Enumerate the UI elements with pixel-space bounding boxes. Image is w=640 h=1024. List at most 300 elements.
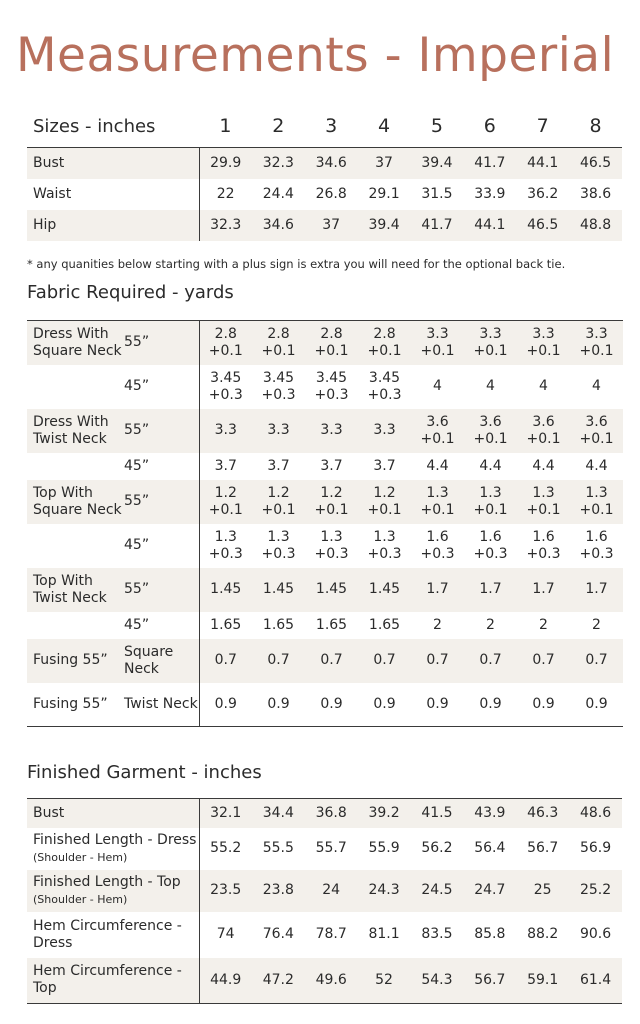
table-row [27, 568, 623, 612]
table-row [27, 870, 622, 912]
table-row [27, 179, 622, 210]
table-cell: 24.7 [463, 870, 516, 912]
finished-title: Finished Garment - inches [27, 762, 262, 783]
yardage-value: 4.4 [426, 457, 449, 474]
yardage-value: 0.9 [426, 695, 449, 712]
table-cell [305, 365, 358, 409]
yardage-value: 3.3 [320, 422, 343, 438]
table-cell [358, 321, 411, 365]
table-cell: 56.7 [463, 958, 516, 1004]
yardage-value: 0.7 [320, 652, 343, 668]
yardage-value: 4.4 [479, 457, 502, 474]
table-cell: 25.2 [569, 870, 622, 912]
fabric-label: Dress With Square Neck [27, 321, 124, 365]
table-cell: 59.1 [516, 958, 569, 1004]
yardage-value: 4 [592, 378, 601, 394]
table-cell: 85.8 [474, 926, 506, 942]
table-cell [252, 409, 305, 453]
fabric-label: Top With Square Neck [27, 480, 124, 524]
row-label [27, 828, 199, 870]
row-label-sub: (Shoulder - Hem) [33, 892, 128, 906]
yardage-value: 3.3 [214, 422, 237, 438]
tie-extra-value: +0.3 [261, 386, 296, 403]
yardage-value: 1.3 [214, 528, 237, 545]
table-cell [411, 639, 464, 683]
table-cell [199, 639, 252, 683]
table-cell: 44.1 [516, 148, 569, 179]
fabric-label [27, 524, 124, 568]
row-label-main: Finished Length - Dress [33, 831, 197, 848]
tie-extra-value: +0.3 [208, 545, 243, 562]
table-cell: 56.7 [527, 840, 559, 856]
table-cell [517, 453, 570, 480]
table-cell: 90.6 [579, 926, 612, 942]
table-cell [305, 480, 358, 524]
table-cell [464, 480, 517, 524]
table-cell [358, 409, 411, 453]
yardage-value: 3.6 [585, 413, 608, 430]
table-row [27, 480, 623, 524]
yardage-value: 4.4 [585, 457, 608, 474]
yardage-value: 1.65 [315, 616, 348, 633]
size-column-header: 6 [483, 115, 496, 137]
table-cell [570, 612, 623, 639]
yardage-value: 3.6 [426, 413, 449, 430]
table-row [27, 365, 623, 409]
table-cell: 23.8 [252, 870, 305, 912]
row-label-main: Bust [33, 804, 65, 821]
yardage-value: 1.3 [532, 484, 555, 501]
table-cell: 46.5 [569, 148, 622, 179]
yardage-value: 0.7 [532, 652, 555, 668]
yardage-value: 0.9 [373, 695, 396, 712]
table-cell: 29.9 [199, 148, 252, 179]
table-cell: 26.8 [315, 186, 347, 202]
yardage-value: 3.7 [320, 457, 343, 474]
tie-extra-value: +0.3 [261, 545, 296, 562]
table-row [27, 148, 622, 179]
row-label: Hip [27, 210, 199, 241]
tie-extra-value: +0.3 [579, 545, 614, 562]
yardage-value: 0.9 [479, 695, 502, 712]
yardage-value: 3.7 [267, 457, 290, 474]
table-row [27, 453, 623, 480]
table-cell [570, 480, 623, 524]
tie-extra-value: +0.3 [367, 545, 402, 562]
yardage-value: 3.3 [479, 325, 502, 342]
yardage-value: 3.3 [267, 422, 290, 438]
yardage-value: 4 [539, 378, 548, 394]
table-row [27, 612, 623, 639]
table-cell: 78.7 [315, 926, 347, 942]
tie-extra-value: +0.3 [208, 386, 243, 403]
table-cell: 23.5 [199, 870, 252, 912]
table-cell: 37 [305, 210, 358, 241]
tie-extra-value: +0.1 [526, 342, 561, 359]
yardage-value: 2.8 [320, 325, 343, 342]
table-cell [199, 321, 252, 365]
table-cell: 33.9 [474, 186, 506, 202]
tie-extra-value: +0.1 [314, 501, 349, 518]
table-row [27, 409, 623, 453]
yardage-value: 1.2 [214, 484, 237, 501]
fabric-width: 45” [124, 457, 150, 474]
tie-extra-value: +0.1 [314, 342, 349, 359]
body-measurements-table [27, 148, 622, 241]
tie-extra-value: +0.3 [526, 545, 561, 562]
row-label [27, 870, 199, 912]
table-cell [199, 524, 252, 568]
tie-extra-value: +0.1 [579, 342, 614, 359]
table-cell [464, 612, 517, 639]
table-row [27, 210, 622, 241]
table-cell [411, 365, 464, 409]
table-cell [199, 365, 252, 409]
table-row [27, 799, 622, 828]
table-cell: 34.6 [252, 210, 305, 241]
table-cell [199, 568, 252, 612]
tie-extra-value: +0.1 [420, 342, 455, 359]
yardage-value: 2 [486, 616, 495, 633]
yardage-value: 2 [539, 616, 548, 633]
yardage-value: 0.9 [320, 695, 343, 712]
table-cell: 48.6 [569, 799, 622, 828]
tie-extra-value: +0.1 [526, 430, 561, 447]
table-cell: 55.7 [315, 840, 347, 856]
tie-extra-value: +0.1 [473, 430, 508, 447]
table-cell [517, 524, 570, 568]
table-row [27, 683, 623, 727]
fabric-label: Fusing 55” [27, 639, 124, 683]
row-label-main: Finished Length - Top [33, 873, 181, 890]
table-cell [464, 683, 517, 727]
fabric-width: Square Neck [124, 639, 199, 683]
table-cell: 31.5 [421, 186, 453, 202]
tie-extra-value: +0.3 [314, 545, 349, 562]
yardage-value: 2 [592, 616, 601, 633]
yardage-value: 1.2 [373, 484, 396, 501]
yardage-value: 0.9 [585, 695, 608, 712]
fabric-label: Dress With Twist Neck [27, 409, 124, 453]
table-cell [570, 453, 623, 480]
table-cell [358, 453, 411, 480]
fabric-width: 55” [124, 480, 199, 524]
table-cell [411, 409, 464, 453]
yardage-value: 4.4 [532, 457, 555, 474]
tie-extra-value: +0.1 [367, 342, 402, 359]
yardage-value: 4 [486, 378, 495, 394]
table-cell: 49.6 [305, 958, 358, 1004]
yardage-value: 0.7 [585, 652, 608, 668]
table-cell: 88.2 [527, 926, 559, 942]
table-cell [358, 524, 411, 568]
fabric-label [27, 453, 124, 480]
table-cell: 25 [516, 870, 569, 912]
table-cell [411, 524, 464, 568]
table-cell: 83.5 [421, 926, 453, 942]
table-cell: 55.2 [199, 828, 252, 870]
yardage-value: 2 [433, 616, 442, 633]
table-cell [517, 321, 570, 365]
size-column-header: 3 [325, 115, 338, 137]
table-cell: 32.3 [199, 210, 252, 241]
tie-extra-value: +0.3 [367, 386, 402, 403]
tie-extra-value: +0.1 [261, 342, 296, 359]
table-cell: 61.4 [569, 958, 622, 1004]
yardage-value: 0.7 [479, 652, 502, 668]
table-cell: 74 [199, 912, 252, 958]
yardage-value: 0.7 [267, 652, 290, 668]
table-cell [517, 639, 570, 683]
row-label: Waist [33, 186, 72, 202]
tie-extra-value: +0.3 [420, 545, 455, 562]
yardage-value: 3.3 [532, 325, 555, 342]
table-cell [464, 639, 517, 683]
fabric-width: 45” [124, 537, 150, 553]
table-cell [305, 524, 358, 568]
page-title: Measurements - Imperial [16, 28, 615, 83]
table-cell [252, 453, 305, 480]
yardage-value: 3.3 [373, 422, 396, 438]
yardage-value: 1.6 [585, 528, 608, 545]
table-cell: 76.4 [262, 926, 294, 942]
yardage-value: 1.45 [315, 581, 348, 597]
yardage-value: 2.8 [267, 325, 290, 342]
table-cell: 55.9 [368, 840, 400, 856]
size-column-header: 4 [377, 115, 391, 137]
yardage-value: 1.7 [532, 581, 555, 597]
tie-extra-value: +0.1 [208, 501, 243, 518]
table-cell [199, 409, 252, 453]
yardage-value: 3.45 [368, 369, 401, 386]
fabric-title: Fabric Required - yards [27, 282, 234, 303]
table-cell: 43.9 [463, 799, 516, 828]
yardage-value: 3.6 [532, 413, 555, 430]
table-cell [570, 683, 623, 727]
table-cell [570, 365, 623, 409]
table-cell: 39.4 [411, 148, 464, 179]
table-row [27, 639, 623, 683]
yardage-value: 0.9 [267, 695, 290, 712]
table-cell [199, 453, 252, 480]
row-label-sub: (Shoulder - Hem) [33, 850, 128, 864]
table-cell: 34.6 [305, 148, 358, 179]
table-cell [252, 639, 305, 683]
table-cell [358, 365, 411, 409]
table-cell: 46.3 [516, 799, 569, 828]
yardage-value: 2.8 [214, 325, 237, 342]
yardage-value: 3.3 [426, 325, 449, 342]
table-cell [305, 612, 358, 639]
table-cell: 48.8 [569, 210, 622, 241]
tie-extra-value: +0.1 [579, 430, 614, 447]
table-cell [358, 683, 411, 727]
table-cell: 44.9 [199, 958, 252, 1004]
yardage-value: 3.7 [214, 457, 237, 474]
table-cell [517, 480, 570, 524]
yardage-value: 1.45 [210, 581, 242, 597]
row-label [27, 912, 199, 958]
table-cell: 47.2 [252, 958, 305, 1004]
yardage-value: 4 [433, 378, 442, 394]
fabric-width: 55” [124, 409, 199, 453]
table-cell [252, 321, 305, 365]
table-cell: 44.1 [463, 210, 516, 241]
fabric-width: Twist Neck [124, 683, 199, 727]
table-cell [464, 568, 517, 612]
yardage-value: 3.3 [585, 325, 608, 342]
table-cell [305, 568, 358, 612]
yardage-value: 3.45 [315, 369, 348, 386]
row-label [27, 958, 199, 1004]
yardage-value: 1.3 [426, 484, 449, 501]
table-cell [199, 683, 252, 727]
table-cell [517, 409, 570, 453]
yardage-value: 3.6 [479, 413, 502, 430]
table-cell [517, 365, 570, 409]
yardage-value: 1.65 [210, 616, 242, 633]
yardage-value: 2.8 [373, 325, 396, 342]
table-cell: 32.1 [199, 799, 252, 828]
table-cell [252, 480, 305, 524]
table-cell [358, 612, 411, 639]
table-cell: 81.1 [368, 926, 400, 942]
yardage-value: 1.6 [426, 528, 449, 545]
yardage-value: 0.7 [214, 652, 237, 668]
table-cell: 34.4 [252, 799, 305, 828]
yardage-value: 0.7 [373, 652, 396, 668]
table-cell [305, 639, 358, 683]
table-cell: 41.5 [411, 799, 464, 828]
table-cell [411, 568, 464, 612]
table-cell: 54.3 [411, 958, 464, 1004]
tie-extra-value: +0.1 [367, 501, 402, 518]
table-cell [252, 683, 305, 727]
table-cell: 41.7 [411, 210, 464, 241]
table-row [27, 958, 622, 1004]
table-cell: 56.2 [421, 840, 453, 856]
table-cell: 39.4 [358, 210, 411, 241]
tie-extra-value: +0.1 [473, 342, 508, 359]
table-cell [411, 480, 464, 524]
table-cell [305, 453, 358, 480]
table-cell: 24.3 [358, 870, 411, 912]
tie-extra-value: +0.1 [208, 342, 243, 359]
note: * any quanities below starting with a plus sign is extra you will need for the optional back tie. [27, 257, 566, 271]
size-column-header: 2 [272, 115, 285, 137]
table-cell [464, 321, 517, 365]
table-cell [358, 639, 411, 683]
tie-extra-value: +0.1 [579, 501, 614, 518]
table-cell [358, 480, 411, 524]
table-cell: 46.5 [516, 210, 569, 241]
yardage-value: 1.6 [532, 528, 555, 545]
tie-extra-value: +0.1 [420, 430, 455, 447]
yardage-value: 0.9 [214, 695, 237, 712]
table-cell [305, 683, 358, 727]
yardage-value: 1.7 [426, 581, 449, 597]
table-cell [199, 480, 252, 524]
table-cell: 56.4 [474, 840, 506, 856]
table-cell [570, 321, 623, 365]
table-cell [358, 568, 411, 612]
yardage-value: 1.65 [262, 616, 295, 633]
row-label-main: Hem Circumference - Top [33, 963, 182, 997]
table-cell [252, 365, 305, 409]
fabric-label [27, 612, 124, 639]
table-cell: 52 [358, 958, 411, 1004]
yardage-value: 1.7 [479, 581, 502, 597]
size-column-header: 5 [430, 115, 443, 137]
table-cell [411, 683, 464, 727]
fabric-label [27, 365, 124, 409]
table-cell: 41.7 [463, 148, 516, 179]
yardage-value: 1.3 [267, 528, 290, 545]
tie-extra-value: +0.1 [420, 501, 455, 518]
yardage-value: 0.9 [532, 695, 555, 712]
yardage-value: 1.3 [373, 528, 396, 545]
table-cell: 39.2 [358, 799, 411, 828]
fabric-label: Top With Twist Neck [27, 568, 124, 612]
yardage-value: 1.65 [368, 616, 401, 633]
sizes-header [27, 107, 622, 148]
tie-extra-value: +0.3 [314, 386, 349, 403]
table-row [27, 912, 622, 958]
tie-extra-value: +0.1 [526, 501, 561, 518]
table-cell [570, 409, 623, 453]
table-cell: 37 [358, 148, 411, 179]
yardage-value: 0.7 [426, 652, 449, 668]
yardage-value: 1.2 [320, 484, 343, 501]
fabric-width: 45” [124, 378, 150, 394]
table-cell: 24.4 [262, 186, 294, 202]
yardage-value: 3.45 [210, 369, 242, 386]
fabric-width: 55” [124, 321, 199, 365]
yardage-value: 3.7 [373, 457, 396, 474]
table-cell [570, 639, 623, 683]
row-label [27, 799, 199, 828]
size-column-header: 1 [219, 115, 232, 137]
table-cell [464, 365, 517, 409]
yardage-value: 1.3 [479, 484, 502, 501]
table-row [27, 524, 623, 568]
fabric-label: Fusing 55” [27, 683, 124, 727]
table-cell: 24 [305, 870, 358, 912]
table-cell [252, 524, 305, 568]
table-cell [252, 568, 305, 612]
table-cell [252, 612, 305, 639]
table-cell [305, 321, 358, 365]
yardage-value: 3.45 [262, 369, 295, 386]
table-cell [464, 409, 517, 453]
table-cell [570, 568, 623, 612]
yardage-value: 1.6 [479, 528, 502, 545]
yardage-value: 1.45 [262, 581, 295, 597]
table-row [27, 321, 623, 365]
yardage-value: 1.7 [585, 581, 608, 597]
table-cell [411, 453, 464, 480]
yardage-value: 1.2 [267, 484, 290, 501]
tie-extra-value: +0.1 [261, 501, 296, 518]
table-cell [517, 612, 570, 639]
fabric-width: 55” [124, 568, 199, 612]
fabric-width: 45” [124, 616, 150, 633]
table-cell [411, 321, 464, 365]
table-cell [305, 409, 358, 453]
table-cell [464, 524, 517, 568]
table-cell: 55.5 [262, 840, 294, 856]
yardage-value: 1.3 [585, 484, 608, 501]
